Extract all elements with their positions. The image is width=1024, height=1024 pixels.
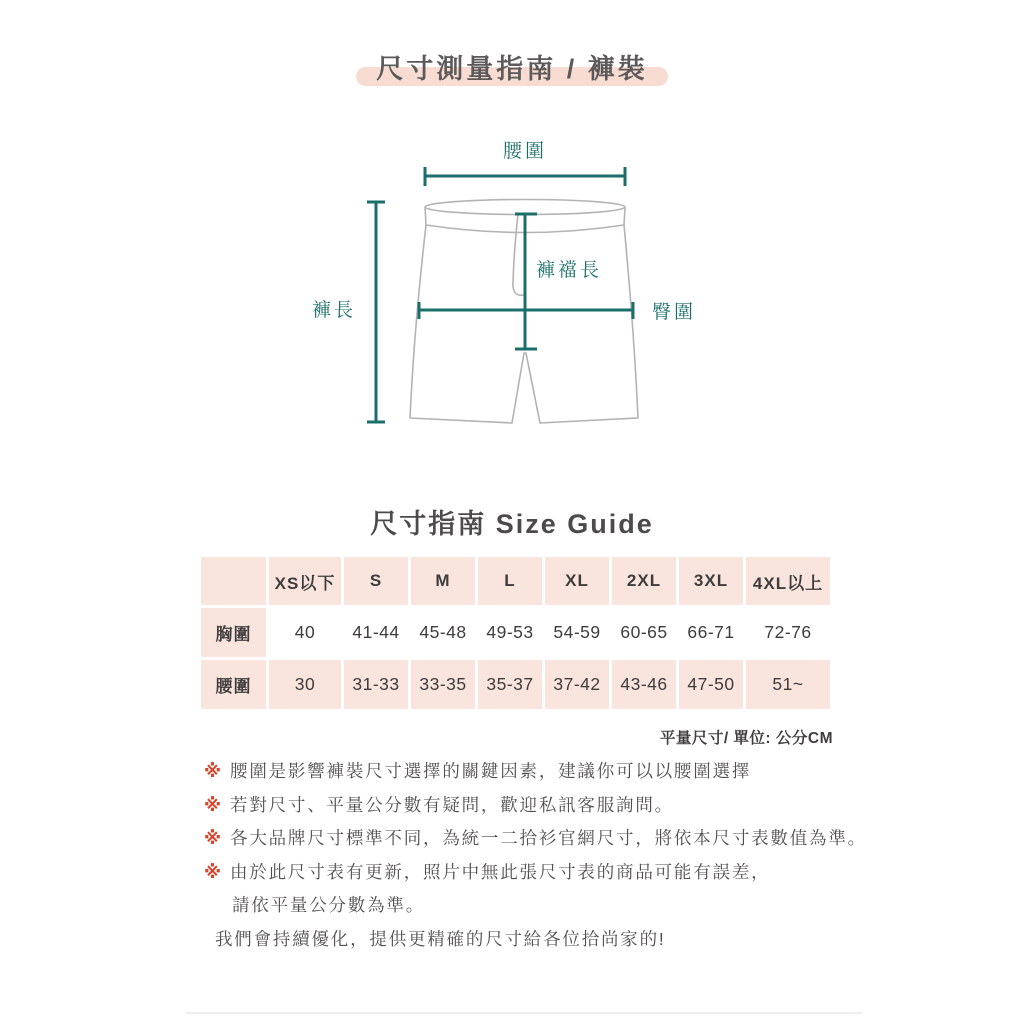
note-text: 若對尺寸、平量公分數有疑問，歡迎私訊客服詢問。 <box>230 794 674 815</box>
table-cell: 47-50 <box>679 660 743 709</box>
note-text: 腰圍是影響褲裝尺寸選擇的關鍵因素，建議你可以以腰圍選擇 <box>230 761 752 781</box>
note-text: 請依平量公分數為準。 <box>232 895 425 915</box>
row-label-chest: 胸圍 <box>201 608 266 657</box>
size-column-header: 2XL <box>612 557 676 605</box>
pants-measurement-diagram <box>300 130 740 460</box>
note-item <box>204 794 884 817</box>
table-cell: 49-53 <box>478 608 542 657</box>
table-cell: 45-48 <box>411 608 475 657</box>
crotch-length-measure-line <box>515 214 537 349</box>
reference-mark-icon: ※ <box>204 828 222 848</box>
size-column-header: XS以下 <box>269 557 341 605</box>
page-title: 尺寸測量指南 / 褲裝 <box>370 50 654 88</box>
waist-label: 腰圍 <box>502 141 548 162</box>
reference-mark-icon: ※ <box>204 761 222 781</box>
reference-mark-icon: ※ <box>204 861 222 882</box>
size-guide-title: 尺寸指南 Size Guide <box>370 509 654 539</box>
size-column-header: XL <box>545 557 609 605</box>
note-item <box>204 760 884 783</box>
size-column-header: M <box>411 557 475 605</box>
waist-row <box>201 660 830 709</box>
size-table <box>198 554 833 712</box>
pants-diagram-svg <box>300 130 740 460</box>
table-cell: 51~ <box>746 660 830 709</box>
crotch-length-label: 褲襠長 <box>536 260 603 281</box>
note-item <box>204 861 884 884</box>
fly-seam <box>513 214 524 295</box>
note-text: 我們會持續優化，提供更精確的尺寸給各位拾尚家的! <box>215 928 666 949</box>
table-cell: 72-76 <box>746 608 830 657</box>
size-table-corner-cell <box>201 557 266 605</box>
table-cell: 37-42 <box>545 660 609 709</box>
size-column-header: L <box>478 557 542 605</box>
size-column-header: 4XL以上 <box>746 557 830 605</box>
chest-row <box>201 608 830 657</box>
table-cell: 54-59 <box>545 608 609 657</box>
note-text: 由於此尺寸表有更新，照片中無此張尺寸表的商品可能有誤差， <box>230 861 771 882</box>
note-continuation <box>204 894 884 917</box>
table-cell: 66-71 <box>679 608 743 657</box>
table-cell: 43-46 <box>612 660 676 709</box>
size-table-header-row <box>201 557 830 605</box>
table-cell: 35-37 <box>478 660 542 709</box>
table-cell: 40 <box>269 608 341 657</box>
size-column-header: 3XL <box>679 557 743 605</box>
table-cell: 41-44 <box>344 608 408 657</box>
page-title-wrap <box>0 50 1024 88</box>
bottom-divider <box>186 1012 862 1014</box>
table-cell: 60-65 <box>612 608 676 657</box>
table-cell: 30 <box>269 660 341 709</box>
hip-label: 臀圍 <box>652 302 697 323</box>
table-cell: 33-35 <box>411 660 475 709</box>
row-label-waist: 腰圍 <box>201 660 266 709</box>
measurement-unit-caption: 平量尺寸/ 單位: 公分CM <box>659 730 833 747</box>
waist-measure-line <box>425 167 625 186</box>
note-text: 各大品牌尺寸標準不同，為統一二拾衫官網尺寸，將依本尺寸表數值為準。 <box>230 828 867 848</box>
table-cell: 31-33 <box>344 660 408 709</box>
pant-length-label: 褲長 <box>311 300 357 321</box>
size-column-header: S <box>344 557 408 605</box>
notes-section <box>204 760 884 961</box>
closing-note <box>204 928 884 951</box>
reference-mark-icon: ※ <box>204 794 222 815</box>
note-item <box>204 827 884 850</box>
pant-length-measure-line <box>367 202 385 422</box>
